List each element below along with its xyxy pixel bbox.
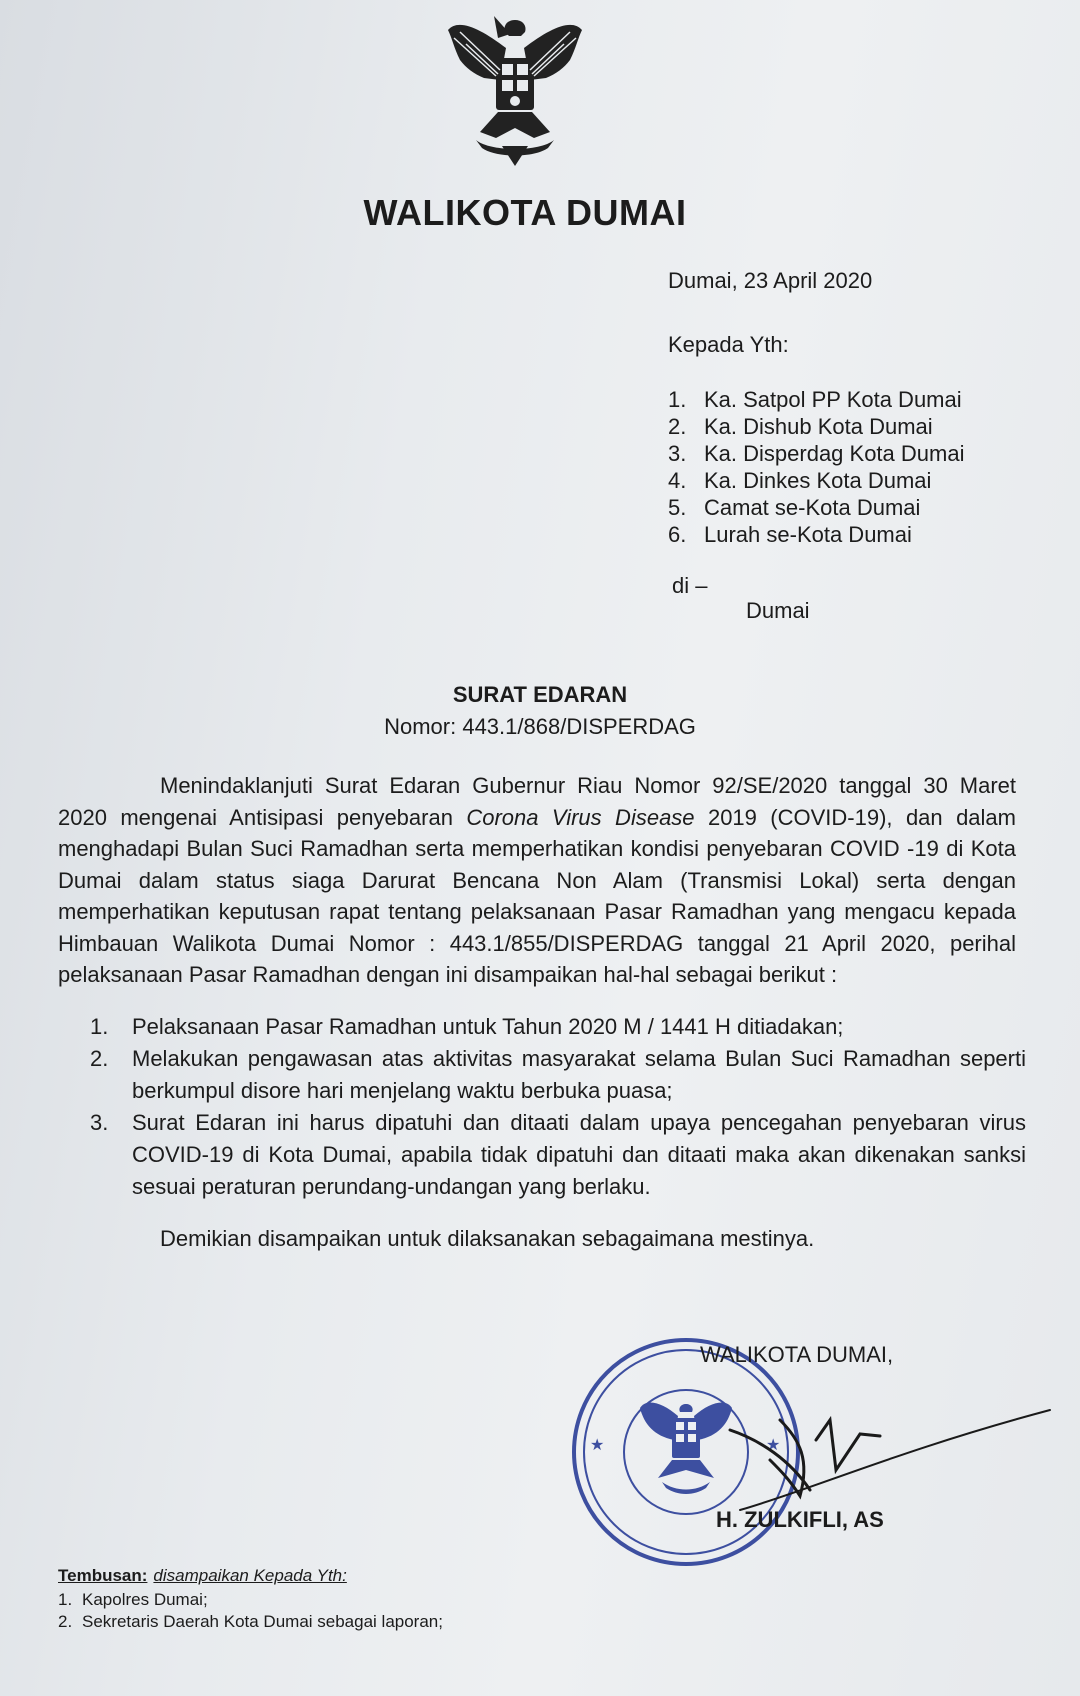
cc-sub-label: disampaikan Kepada Yth: [153, 1566, 347, 1585]
point-item: 1. Pelaksanaan Pasar Ramadhan untuk Tahun 2020 M / 1441 H ditiadakan; [90, 1014, 844, 1039]
handwritten-signature-icon [720, 1400, 1080, 1520]
recipient-item: 6. Lurah se-Kota Dumai [668, 522, 912, 547]
di-label: di – [672, 573, 708, 598]
cc-list [58, 1589, 443, 1633]
signatory-name: H. ZULKIFLI, AS [716, 1507, 884, 1532]
recipient-item: 1. Ka. Satpol PP Kota Dumai [668, 387, 962, 412]
recipient-list [668, 386, 964, 548]
garuda-emblem-icon [440, 8, 590, 168]
point-item: 3. Surat Edaran ini harus dipatuhi dan ditaati dalam upaya pencegahan penyebaran virus COVID-19 di Kota Dumai, apabila tidak dipatuhi dan ditaati maka akan dikenakan sanksi sesuai peraturan perundang-undangan yang berlaku. [90, 1110, 1026, 1199]
body-paragraph: Menindaklanjuti Surat Edaran Gubernur Riau Nomor 92/SE/2020 tanggal 30 Maret 2020 mengenai Antisipasi penyebaran Corona Virus Disease 2019 (COVID-19), dan dalam menghadapi Bulan Suci Ramadhan serta memperhatikan kondisi penyebaran COVID -19 di Kota Dumai dalam status siaga Darurat Bencana Non Alam (Transmisi Lokal) serta dengan memperhatikan keputusan rapat tentang pelaksanaan Pasar Ramadhan yang mengacu kepada Himbauan Walikota Dumai Nomor : 443.1/855/DISPERDAG tanggal 21 April 2020, perihal pelaksanaan Pasar Ramadhan dengan ini disampaikan hal-hal sebagai berikut : [58, 773, 1016, 987]
cc-label: Tembusan: [58, 1566, 148, 1585]
letterhead-title: WALIKOTA DUMAI [363, 192, 687, 233]
recipient-item: 4. Ka. Dinkes Kota Dumai [668, 468, 932, 493]
di-place: Dumai [746, 598, 810, 623]
points-list [90, 1011, 1026, 1203]
svg-text:★: ★ [766, 1435, 781, 1454]
circular-number: Nomor: 443.1/868/DISPERDAG [384, 714, 696, 739]
point-item: 2. Melakukan pengawasan atas aktivitas masyarakat selama Bulan Suci Ramadhan seperti berkumpul disore hari menjelang waktu berbuka puasa; [90, 1046, 1026, 1103]
signatory-title: WALIKOTA DUMAI, [700, 1342, 894, 1367]
carbon-copy-section [58, 1565, 443, 1633]
circular-title: SURAT EDARAN [452, 682, 628, 707]
to-label: Kepada Yth: [668, 332, 789, 357]
cc-item: 1. Kapolres Dumai; [58, 1590, 208, 1609]
recipient-item: 5. Camat se-Kota Dumai [668, 495, 921, 520]
cc-item: 2. Sekretaris Daerah Kota Dumai sebagai laporan; [58, 1612, 443, 1631]
svg-text:★: ★ [590, 1435, 605, 1454]
letter-date: Dumai, 23 April 2020 [668, 268, 873, 293]
recipient-block [668, 268, 964, 548]
recipient-item: 2. Ka. Dishub Kota Dumai [668, 414, 933, 439]
closing-sentence: Demikian disampaikan untuk dilaksanakan sebagaimana mestinya. [160, 1226, 815, 1251]
recipient-item: 3. Ka. Disperdag Kota Dumai [668, 441, 965, 466]
